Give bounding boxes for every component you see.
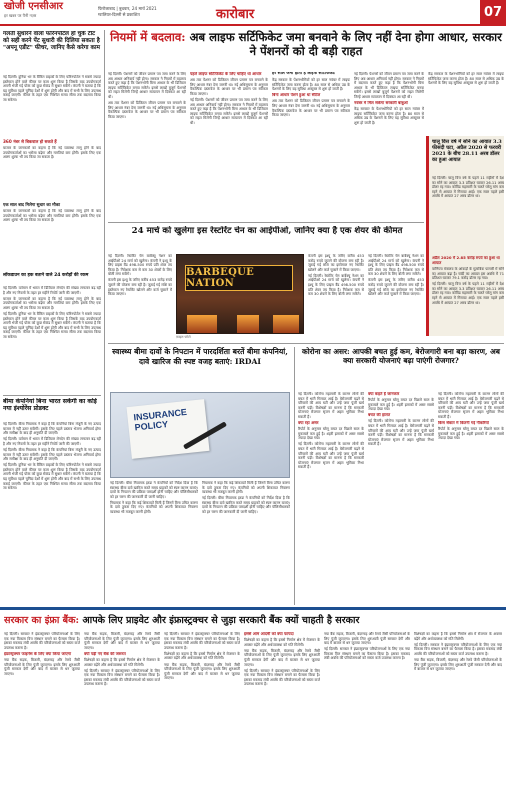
bottom-paragraph: नई दिल्ली। सरकार ने इंफ्रास्ट्रक्चर परियोजनाओं के लिए एक नया विकास वित्त संस्थान बनाने का फैसला किया है। इसका मकसद लंबी अवधि की परियोजनाओं को सस्ता कर्ज उपलब्ध कराना है। bbox=[4, 632, 80, 650]
insurance-paragraph: नई दिल्ली। बीमा नियामक इरडा ने कंपनियों को निर्देश दिया है कि स्वास्थ्य बीमा दावे खारिज करते समय ग्राहकों को स्पष्ट कारण बताएं। दावों के निपटान की प्रक्रिया पारदर्शी होनी चाहिए और पॉलिसीधारकों को हर चरण की जानकारी दी जानी चाहिए। bbox=[110, 481, 198, 499]
lead-headline-kicker: नियमों में बदलाव: bbox=[110, 30, 186, 44]
lead-subhead-1: पहले लाइफ सर्टिफिकेट के लिए चाहिए था आधार bbox=[190, 72, 262, 76]
bottom-paragraph-9: विशेषज्ञों का कहना है कि इससे निर्माण क्षेत्र में रोजगार के अवसर बढ़ेंगे और अर्थव्यवस्था को गति मिलेगी। bbox=[244, 638, 320, 647]
ipo-paragraph-5: नई दिल्ली। रेस्टोरेंट चेन बार्बेक्यू नेशन का आईपीओ 24 मार्च को खुलेगा। कंपनी ने इश्यू के लिए प्राइस बैंड 498-500 रुपये प्रति शेयर तय किया है। निवेशक कम से कम 30 शेयरों के लिए बोली लगा सकेंगे। bbox=[368, 254, 424, 277]
lead-headline bbox=[108, 30, 504, 68]
covid-subhead-1: क्या रहा असर bbox=[298, 421, 319, 426]
insurance-paragraph-4: नई दिल्ली। बीमा नियामक इरडा ने कंपनियों को निर्देश दिया है कि स्वास्थ्य बीमा दावे खारिज करते समय ग्राहकों को स्पष्ट कारण बताएं। दावों के निपटान की प्रक्रिया पारदर्शी होनी चाहिए और पॉलिसीधारकों को हर चरण की जानकारी दी जानी चाहिए। bbox=[202, 496, 290, 515]
policy-document bbox=[126, 399, 209, 459]
bottom-paragraph-5: नई दिल्ली। सरकार ने इंफ्रास्ट्रक्चर परियोजनाओं के लिए एक नया विकास वित्त संस्थान बनाने का फैसला किया है। इसका मकसद लंबी अवधि की परियोजनाओं को सस्ता कर्ज उपलब्ध कराना है। bbox=[84, 668, 160, 687]
covid-paragraph-3: नई दिल्ली। कोरोना महामारी के कारण लोगों की बचत में भारी गिरावट आई है। बेरोजगारी बढ़ने से परिवारों की आय घटी और उन्हें जमा पूंजी खर्च करनी पड़ी। विशेषज्ञों का मानना है कि सरकारी योजनाएं रोजगार सृजन में अहम भूमिका निभा सकती हैं। bbox=[298, 442, 364, 470]
bottom-body-col-6 bbox=[414, 632, 502, 800]
restaurant-sign-photo bbox=[176, 254, 304, 334]
section-title: कारोबार bbox=[216, 7, 255, 22]
left-story-body-2b bbox=[3, 209, 101, 269]
ipo-paragraph: नई दिल्ली। रेस्टोरेंट चेन बार्बेक्यू नेशन का आईपीओ 24 मार्च को खुलेगा। कंपनी ने इश्यू के लिए प्राइस बैंड 498-500 रुपये प्रति शेयर तय किया है। निवेशक कम से कम 30 शेयरों के लिए बोली लगा सकेंगे। bbox=[108, 254, 172, 277]
fire-graphic bbox=[273, 315, 299, 333]
left-story-paragraph-4c: नई दिल्ली। बीमा नियामक ने कहा है कि कंपनियां बिना मंजूरी के नए उत्पाद बाजार में नहीं उतार सकेंगी। इसके लिए पहले प्रस्ताव भेजना अनिवार्य होगा और समीक्षा के बाद ही अनुमति दी जाएगी। bbox=[3, 447, 101, 462]
lead-paragraph: नई दिल्ली। पेंशनरों को जीवन प्रमाण पत्र जमा करने के लिए अब आधार अनिवार्य नहीं होगा। सरकार ने नियमों में बदलाव करते हुए कहा है कि पेंशनभोगी बिना आधार के भी डिजिटल लाइफ सर्टिफिकेट बनवा सकेंगे। इससे लाखों बुजुर्ग पेंशनरों को राहत मिलेगी जिन्हें आधार सत्यापन में दिक्कत आ रही थी। bbox=[108, 72, 186, 99]
bottom-paragraph-3: नया बैंक सड़क, बिजली, बंदरगाह और रेलवे जैसी परियोजनाओं के लिए पूंजी जुटाएगा। इसके लिए शुरुआती पूंजी सरकार देगी और बाद में बाजार से धन जुटाया जाएगा। bbox=[84, 632, 160, 650]
covid-paragraph-7: रिपोर्ट के अनुसार घरेलू बचत दर पिछले साल के मुकाबले कम हुई है। शहरी इलाकों में असर सबसे ज्यादा देखा गया। bbox=[438, 427, 504, 441]
newspaper-logo bbox=[4, 1, 88, 23]
insurance-policy-photo bbox=[110, 392, 290, 478]
lead-paragraph-4: नई दिल्ली। पेंशनरों को जीवन प्रमाण पत्र जमा करने के लिए अब आधार अनिवार्य नहीं होगा। सरकार ने नियमों में बदलाव करते हुए कहा है कि पेंशनभोगी बिना आधार के भी डिजिटल लाइफ सर्टिफिकेट बनवा सकेंगे। इससे लाखों बुजुर्ग पेंशनरों को राहत मिलेगी जिन्हें आधार सत्यापन में दिक्कत आ रही थी। bbox=[190, 97, 268, 125]
bottom-body-col-3 bbox=[164, 632, 240, 800]
lead-paragraph-8: केंद्र सरकार के पेंशनभोगियों को हर साल नवंबर में लाइफ सर्टिफिकेट जमा करना होता है। 80 साल से अधिक उम्र के पेंशनरों के लिए यह सुविधा अक्टूबर से शुरू हो जाती है। bbox=[354, 107, 424, 125]
masthead bbox=[0, 0, 506, 26]
covid-subhead-4: किस सेक्टर में कितनी गई नौकरियां bbox=[438, 421, 489, 426]
divider bbox=[3, 395, 101, 396]
left-story-headline: गलती सुधारने वाला फॉरेनपोर्टल हो चुके टीट को सही करने पेंट सुधारी की दिलिया सकता है "अपनू एडीट" फीचर, जानिए कैसे करेगा काम bbox=[3, 31, 100, 51]
covid-paragraph: नई दिल्ली। कोरोना महामारी के कारण लोगों की बचत में भारी गिरावट आई है। बेरोजगारी बढ़ने से परिवारों की आय घटी और उन्हें जमा पूंजी खर्च करनी पड़ी। विशेषज्ञों का मानना है कि सरकारी योजनाएं रोजगार सृजन में अहम भूमिका निभा सकती हैं। bbox=[298, 392, 364, 419]
bottom-headline-kicker: सरकार का इंफ्रा बैंक: bbox=[4, 615, 80, 626]
left-story-paragraph-2: बाजार के जानकारों का कहना है कि नई व्यवस्था लागू होने के बाद उपयोगकर्ताओं का भरोसा बढ़ेगा और गलतियां कम होंगी। इसके लिए एक अलग शुल्क भी तय किया जा सकता है। bbox=[3, 146, 101, 160]
bottom-paragraph-14: विशेषज्ञों का कहना है कि इससे निर्माण क्षेत्र में रोजगार के अवसर बढ़ेंगे और अर्थव्यवस्था को गति मिलेगी। bbox=[414, 632, 502, 641]
gold-import-box bbox=[426, 136, 504, 336]
covid-subhead-2: क्या कहते हैं जानकार bbox=[368, 392, 400, 396]
bottom-paragraph-15: नई दिल्ली। सरकार ने इंफ्रास्ट्रक्चर परियोजनाओं के लिए एक नया विकास वित्त संस्थान बनाने का फैसला किया है। इसका मकसद लंबी अवधि की परियोजनाओं को सस्ता कर्ज उपलब्ध कराना है। bbox=[414, 642, 502, 656]
bottom-paragraph-6: नई दिल्ली। सरकार ने इंफ्रास्ट्रक्चर परियोजनाओं के लिए एक नया विकास वित्त संस्थान बनाने का फैसला किया है। इसका मकसद लंबी अवधि की परियोजनाओं को सस्ता कर्ज उपलब्ध कराना है। bbox=[164, 632, 240, 650]
bottom-paragraph-16: नया बैंक सड़क, बिजली, बंदरगाह और रेलवे जैसी परियोजनाओं के लिए पूंजी जुटाएगा। इसके लिए शुरुआती पूंजी सरकार देगी और बाद में बाजार से धन जुटाया जाएगा। bbox=[414, 657, 502, 672]
left-story-paragraph-3b: बाजार के जानकारों का कहना है कि नई व्यवस्था लागू होने के बाद उपयोगकर्ताओं का भरोसा बढ़ेगा और गलतियां कम होंगी। इसके लिए एक अलग शुल्क भी तय किया जा सकता है। bbox=[3, 296, 101, 310]
bottom-body-col-5 bbox=[324, 632, 410, 800]
page-number: 07 bbox=[480, 0, 506, 24]
divider bbox=[108, 222, 424, 223]
lead-body-col-1 bbox=[108, 72, 186, 220]
bottom-paragraph-2: नया बैंक सड़क, बिजली, बंदरगाह और रेलवे जैसी परियोजनाओं के लिए पूंजी जुटाएगा। इसके लिए शुरुआती पूंजी सरकार देगी और बाद में बाजार से धन जुटाया जाएगा। bbox=[4, 657, 80, 676]
column-divider bbox=[104, 30, 105, 604]
bottom-paragraph-13: नई दिल्ली। सरकार ने इंफ्रास्ट्रक्चर परियोजनाओं के लिए एक नया विकास वित्त संस्थान बनाने का फैसला किया है। इसका मकसद लंबी अवधि की परियोजनाओं को सस्ता कर्ज उपलब्ध कराना है। bbox=[324, 647, 410, 661]
bottom-subhead-3: इससे आम आदमी को क्या फायदा bbox=[244, 632, 294, 636]
left-story-paragraph-4d: नई दिल्ली। दुनिया भर के बैंकिंग ग्राहकों के लिए फॉरेनपोर्टल ने सबसे ज्यादा इस्तेमाल होने वाले फीचर पर काम शुरू किया है जिसके बाद उपयोगकर्ता अपनी भेजी गई पोस्ट को कुछ सेकंड में सुधार सकेंगे। कंपनी ने बताया है कि यह सुविधा पहले चुनिंदा देशों में शुरू होगी और बाद में सभी के लिए उपलब्ध कराई जाएगी। फीचर के तहत एक निश्चित समय सीमा तक बदलाव किया जा सकेगा। bbox=[3, 463, 101, 491]
bottom-body-col-2 bbox=[84, 632, 160, 800]
covid-paragraph-5: नई दिल्ली। कोरोना महामारी के कारण लोगों की बचत में भारी गिरावट आई है। बेरोजगारी बढ़ने से परिवारों की आय घटी और उन्हें जमा पूंजी खर्च करनी पड़ी। विशेषज्ञों का मानना है कि सरकारी योजनाएं रोजगार सृजन में अहम भूमिका निभा सकती हैं। bbox=[368, 419, 434, 447]
left-story-paragraph-3: नई दिल्ली। वर्तमान में भारत में डिजिटल लेनदेन की संख्या लगातार बढ़ रही है और नए नियमों के तहत हर महीने रिपोर्ट जारी की जाएगी। bbox=[3, 286, 101, 295]
insurance-paragraph-2: नियामक ने कहा कि कई शिकायतें मिली हैं जिनमें बिना उचित कारण के दावे ठुकरा दिए गए। कंपनियों को अपनी शिकायत निवारण व्यवस्था भी मजबूत करनी होगी। bbox=[110, 500, 198, 515]
lead-subhead-2: हर साल जमा होता है लाइफ सर्टिफिकेट bbox=[272, 72, 335, 76]
gold-import-body bbox=[432, 176, 504, 254]
left-story-paragraph-4b: नई दिल्ली। वर्तमान में भारत में डिजिटल लेनदेन की संख्या लगातार बढ़ रही है और नए नियमों के तहत हर महीने रिपोर्ट जारी की जाएगी। bbox=[3, 437, 101, 446]
bottom-headline bbox=[4, 614, 502, 628]
left-story-subhead-1: 360 नंबर से बिकवाल हो सकते हैं bbox=[3, 139, 57, 144]
gold-import-paragraph-2: वाणिज्य मंत्रालय के आंकड़ों के मुताबिक फरवरी में सोने का आयात बढ़ा है। चांदी का आयात इस अवधि में 71 प्रतिशत घटकर 79.1 करोड़ डॉलर रह गया। bbox=[432, 267, 504, 281]
lead-paragraph-3: अब तक पेंशनर को डिजिटल जीवन प्रमाण पत्र बनवाने के लिए आधार नंबर देना जरूरी था। नई अधिसूचना के अनुसार वैकल्पिक दस्तावेज के आधार पर भी प्रमाण पत्र स्वीकार किया जाएगा। bbox=[190, 78, 268, 96]
ipo-headline: 24 मार्च को खुलेगा इस रेस्टोरेंट चेन का आईपीओ, जानिए क्या है एक शेयर की कीमत bbox=[131, 226, 403, 236]
covid-body-col-1 bbox=[298, 392, 364, 604]
covid-body-col-3 bbox=[438, 392, 504, 604]
insurance-headline: स्वास्थ्य बीमा दावों के निपटान में पारदर्शिता बरतें बीमा कंपनियां, दावे खारिज की स्पष्ट वजह बताएं: IRDAI bbox=[112, 347, 288, 366]
bottom-paragraph-8: नया बैंक सड़क, बिजली, बंदरगाह और रेलवे जैसी परियोजनाओं के लिए पूंजी जुटाएगा। इसके लिए शुरुआती पूंजी सरकार देगी और बाद में बाजार से धन जुटाया जाएगा। bbox=[164, 662, 240, 681]
covid-paragraph-6: नई दिल्ली। कोरोना महामारी के कारण लोगों की बचत में भारी गिरावट आई है। बेरोजगारी बढ़ने से परिवारों की आय घटी और उन्हें जमा पूंजी खर्च करनी पड़ी। विशेषज्ञों का मानना है कि सरकारी योजनाएं रोजगार सृजन में अहम भूमिका निभा सकती हैं। bbox=[438, 392, 504, 419]
bottom-story bbox=[0, 607, 506, 800]
left-story-body bbox=[3, 75, 101, 137]
left-story-body-3 bbox=[3, 286, 101, 392]
bottom-paragraph-10: नया बैंक सड़क, बिजली, बंदरगाह और रेलवे जैसी परियोजनाओं के लिए पूंजी जुटाएगा। इसके लिए शुरुआती पूंजी सरकार देगी और बाद में बाजार से धन जुटाया जाएगा। bbox=[244, 648, 320, 667]
bottom-body-col-4 bbox=[244, 632, 320, 800]
lead-body-col-2 bbox=[190, 72, 268, 220]
ipo-body-col-1 bbox=[108, 254, 172, 340]
left-story-paragraph-3c: नई दिल्ली। दुनिया भर के बैंकिंग ग्राहकों के लिए फॉरेनपोर्टल ने सबसे ज्यादा इस्तेमाल होने वाले फीचर पर काम शुरू किया है जिसके बाद उपयोगकर्ता अपनी भेजी गई पोस्ट को कुछ सेकंड में सुधार सकेंगे। कंपनी ने बताया है कि यह सुविधा पहले चुनिंदा देशों में शुरू होगी और बाद में सभी के लिए उपलब्ध कराई जाएगी। फीचर के तहत एक निश्चित समय सीमा तक बदलाव किया जा सकेगा। bbox=[3, 311, 101, 339]
column-divider bbox=[294, 347, 295, 605]
bottom-paragraph-7: विशेषज्ञों का कहना है कि इससे निर्माण क्षेत्र में रोजगार के अवसर बढ़ेंगे और अर्थव्यवस्था को गति मिलेगी। bbox=[164, 651, 240, 661]
fire-graphic bbox=[237, 315, 259, 333]
covid-paragraph-2: रिपोर्ट के अनुसार घरेलू बचत दर पिछले साल के मुकाबले कम हुई है। शहरी इलाकों में असर सबसे ज्यादा देखा गया। bbox=[298, 427, 364, 441]
lead-body-col-5 bbox=[428, 72, 504, 134]
bottom-paragraph-12: नया बैंक सड़क, बिजली, बंदरगाह और रेलवे जैसी परियोजनाओं के लिए पूंजी जुटाएगा। इसके लिए शुरुआती पूंजी सरकार देगी और बाद में बाजार से धन जुटाया जाएगा। bbox=[324, 632, 410, 646]
photo-caption: फ़ाइल फोटो bbox=[176, 335, 191, 339]
gold-import-body-2 bbox=[432, 267, 504, 333]
policy-document-title: INSURANCE POLICY bbox=[133, 406, 188, 433]
lead-body-col-3 bbox=[272, 72, 350, 220]
insurance-body-col-2 bbox=[202, 481, 290, 605]
bottom-paragraph-11: नई दिल्ली। सरकार ने इंफ्रास्ट्रक्चर परियोजनाओं के लिए एक नया विकास वित्त संस्थान बनाने का फैसला किया है। इसका मकसद लंबी अवधि की परियोजनाओं को सस्ता कर्ज उपलब्ध कराना है। bbox=[244, 668, 320, 687]
ipo-body-col-2 bbox=[308, 254, 364, 340]
left-story-paragraph: नई दिल्ली। दुनिया भर के बैंकिंग ग्राहकों के लिए फॉरेनपोर्टल ने सबसे ज्यादा इस्तेमाल होने वाले फीचर पर काम शुरू किया है जिसके बाद उपयोगकर्ता अपनी भेजी गई पोस्ट को कुछ सेकंड में सुधार सकेंगे। कंपनी ने बताया है कि यह सुविधा पहले चुनिंदा देशों में शुरू होगी और बाद में सभी के लिए उपलब्ध कराई जाएगी। फीचर के तहत एक निश्चित समय सीमा तक बदलाव किया जा सकेगा। bbox=[3, 75, 101, 102]
brand-name: खोजी एनसीआर bbox=[4, 1, 64, 12]
bottom-paragraph-4: विशेषज्ञों का कहना है कि इससे निर्माण क्षेत्र में रोजगार के अवसर बढ़ेंगे और अर्थव्यवस्था को गति मिलेगी। bbox=[84, 657, 160, 667]
divider bbox=[108, 343, 504, 344]
bottom-headline-text: आपके लिए प्राइवेट और इंफ्रास्ट्रक्चर से जुड़ा सरकारी बैंक क्यों चाहती है सरकार bbox=[82, 615, 360, 626]
left-story-subhead-3: लॉकडाउन का हक बताने वाले 24 करोड़ों की रकम bbox=[3, 273, 89, 278]
gold-import-subhead: अप्रैल 2020 में 2.85 करोड़ रुपये का हुआ था आयात bbox=[432, 256, 500, 265]
lead-paragraph-7: नई दिल्ली। पेंशनरों को जीवन प्रमाण पत्र जमा करने के लिए अब आधार अनिवार्य नहीं होगा। सरकार ने नियमों में बदलाव करते हुए कहा है कि पेंशनभोगी बिना आधार के भी डिजिटल लाइफ सर्टिफिकेट बनवा सकेंगे। इससे लाखों बुजुर्ग पेंशनरों को राहत मिलेगी जिन्हें आधार सत्यापन में दिक्कत आ रही थी। bbox=[354, 72, 424, 99]
lead-body-col-4 bbox=[354, 72, 424, 220]
insurance-body-col-1 bbox=[110, 481, 198, 605]
dateline-date: फिरोजाबाद | बुधवार, 24 मार्च 2021 bbox=[98, 6, 157, 11]
left-story-paragraph-2b: बाजार के जानकारों का कहना है कि नई व्यवस्था लागू होने के बाद उपयोगकर्ताओं का भरोसा बढ़ेगा और गलतियां कम होंगी। इसके लिए एक अलग शुल्क भी तय किया जा सकता है। bbox=[3, 209, 101, 223]
ipo-body-col-3 bbox=[368, 254, 424, 340]
lead-paragraph-6: अब तक पेंशनर को डिजिटल जीवन प्रमाण पत्र बनवाने के लिए आधार नंबर देना जरूरी था। नई अधिसूचना के अनुसार वैकल्पिक दस्तावेज के आधार पर भी प्रमाण पत्र स्वीकार किया जाएगा। bbox=[272, 99, 350, 118]
ipo-paragraph-3: कंपनी इस इश्यू के जरिए करीब 453 करोड़ रुपये जुटाने की योजना बना रही है। जुटाई गई राशि का इस्तेमाल नए रेस्टोरेंट खोलने और कर्ज चुकाने में किया जाएगा। bbox=[308, 254, 364, 272]
gold-import-headline: चालू वित्त वर्ष में सोने का आयात 3.3 फीसदी घटा, अप्रैल 2020 से फरवरी 2021 के बीच 28.11 अरब डॉलर का हुआ आयात bbox=[432, 139, 502, 163]
ipo-paragraph-6: कंपनी इस इश्यू के जरिए करीब 453 करोड़ रुपये जुटाने की योजना बना रही है। जुटाई गई राशि का इस्तेमाल नए रेस्टोरेंट खोलने और कर्ज चुकाने में किया जाएगा। bbox=[368, 278, 424, 297]
lead-paragraph-5: केंद्र सरकार के पेंशनभोगियों को हर साल नवंबर में लाइफ सर्टिफिकेट जमा करना होता है। 80 साल से अधिक उम्र के पेंशनरों के लिए यह सुविधा अक्टूबर से शुरू हो जाती है। bbox=[272, 78, 350, 92]
lead-paragraph-2: अब तक पेंशनर को डिजिटल जीवन प्रमाण पत्र बनवाने के लिए आधार नंबर देना जरूरी था। नई अधिसूचना के अनुसार वैकल्पिक दस्तावेज के आधार पर भी प्रमाण पत्र स्वीकार किया जाएगा। bbox=[108, 101, 186, 119]
dateline-edition: ग्वालियर-दिल्ली से प्रकाशित bbox=[98, 12, 140, 17]
covid-paragraph-4: रिपोर्ट के अनुसार घरेलू बचत दर पिछले साल के मुकाबले कम हुई है। शहरी इलाकों में असर सबसे ज्यादा देखा गया। bbox=[368, 398, 434, 412]
brand-tagline: हर खबर पर पैनी नज़र bbox=[4, 13, 37, 18]
ipo-paragraph-4: नई दिल्ली। रेस्टोरेंट चेन बार्बेक्यू नेशन का आईपीओ 24 मार्च को खुलेगा। कंपनी ने इश्यू के लिए प्राइस बैंड 498-500 रुपये प्रति शेयर तय किया है। निवेशक कम से कम 30 शेयरों के लिए बोली लगा सकेंगे। bbox=[308, 273, 364, 297]
left-story-subhead-2: एक साल बाद मिलेगा सुधार का मौका bbox=[3, 202, 60, 207]
lead-subhead-3: बिना आधार पेंशन हुआ था सीटेल bbox=[272, 93, 321, 98]
covid-headline: कोरोना का असर: आपकी बचत हुई कम, बेरोजगारी बना बड़ा कारण, अब क्या सरकारी योजनाएं बढ़ा पाएंगी रोजगार? bbox=[302, 347, 500, 366]
left-story-subhead-4: बीमा कंपनियां बिना भारत सकेंगी का कोई नया इंश्योरेंस प्रोडक्ट bbox=[3, 398, 97, 413]
lead-subhead-4: नवंबर में मिल सकेगा सरकारी बाबुओं bbox=[354, 101, 408, 106]
lead-paragraph-9: केंद्र सरकार के पेंशनभोगियों को हर साल नवंबर में लाइफ सर्टिफिकेट जमा करना होता है। 80 साल से अधिक उम्र के पेंशनरों के लिए यह सुविधा अक्टूबर से शुरू हो जाती है। bbox=[428, 72, 504, 86]
gold-import-paragraph-3: नई दिल्ली। चालू वित्त वर्ष के पहले 11 महीनों में देश का सोने का आयात 3.3 प्रतिशत घटकर 26.11 अरब डॉलर रह गया। कोविड महामारी के चलते घरेलू मांग कम रहने से आयात में गिरावट आई। एक साल पहले इसी अवधि में आयात 27 अरब डॉलर था। bbox=[432, 282, 504, 305]
bottom-subhead-1: इंफ्रास्ट्रक्चर फाइनेंस के लिए क्या किया जाएगा bbox=[4, 651, 71, 656]
lead-headline-text: अब लाइफ सर्टिफिकेट जमा बनवाने के लिए नहीं देना होगा आधार, सरकार ने पेंशनरों को दी बड़ी राहत bbox=[189, 30, 502, 58]
gold-import-paragraph: नई दिल्ली। चालू वित्त वर्ष के पहले 11 महीनों में देश का सोने का आयात 3.3 प्रतिशत घटकर 26.11 अरब डॉलर रह गया। कोविड महामारी के चलते घरेलू मांग कम रहने से आयात में गिरावट आई। एक साल पहले इसी अवधि में आयात 27 अरब डॉलर था। bbox=[432, 176, 504, 199]
ipo-paragraph-2: कंपनी इस इश्यू के जरिए करीब 453 करोड़ रुपये जुटाने की योजना बना रही है। जुटाई गई राशि का इस्तेमाल नए रेस्टोरेंट खोलने और कर्ज चुकाने में किया जाएगा। bbox=[108, 278, 172, 297]
left-story-body-4 bbox=[3, 422, 101, 604]
covid-body-col-2 bbox=[368, 392, 434, 604]
fire-graphic bbox=[187, 315, 217, 333]
covid-subhead-3: बचत की हालत bbox=[368, 413, 391, 418]
sign-board: BARBEQUE NATION bbox=[185, 265, 293, 291]
bottom-subhead-2: क्यों पड़ी नए बैंक की जरूरत bbox=[84, 651, 126, 656]
insurance-paragraph-3: नियामक ने कहा कि कई शिकायतें मिली हैं जिनमें बिना उचित कारण के दावे ठुकरा दिए गए। कंपनियों को अपनी शिकायत निवारण व्यवस्था भी मजबूत करनी होगी। bbox=[202, 481, 290, 495]
left-story-paragraph-4: नई दिल्ली। बीमा नियामक ने कहा है कि कंपनियां बिना मंजूरी के नए उत्पाद बाजार में नहीं उतार सकेंगी। इसके लिए पहले प्रस्ताव भेजना अनिवार्य होगा और समीक्षा के बाद ही अनुमति दी जाएगी। bbox=[3, 422, 101, 436]
left-story-body-2 bbox=[3, 146, 101, 200]
bottom-body-col-1 bbox=[4, 632, 80, 800]
